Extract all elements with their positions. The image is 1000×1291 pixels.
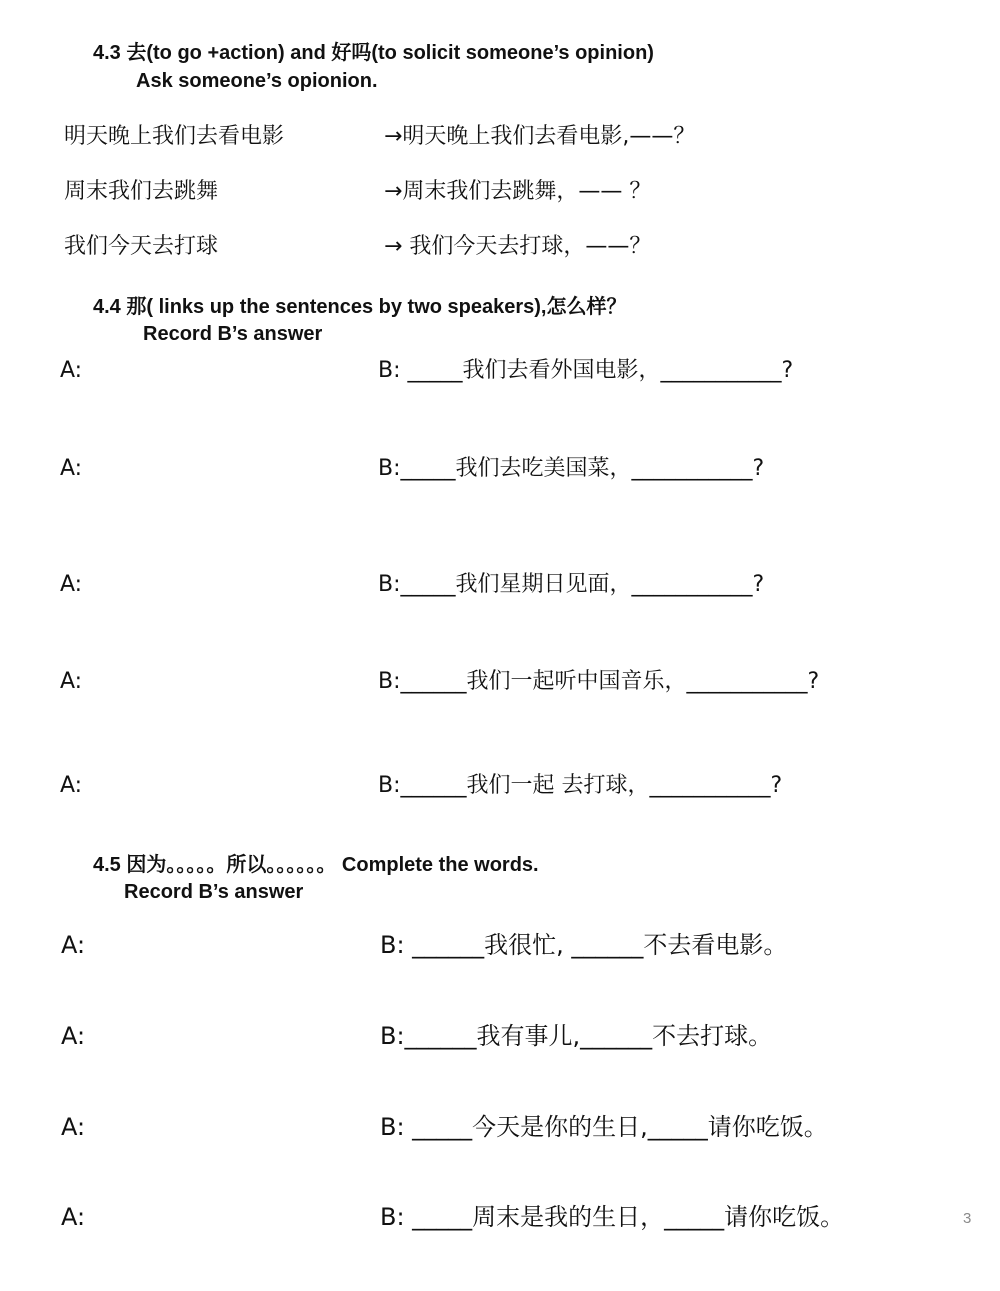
s45-row-1-speaker-a: A: bbox=[61, 931, 86, 959]
s43-row-3-prompt: 我们今天去打球 bbox=[64, 234, 219, 259]
s45-row-2-speaker-a: A: bbox=[61, 1022, 86, 1050]
s43-row-1-prompt: 明天晚上我们去看电影 bbox=[64, 124, 285, 149]
s43-row-2-prompt: 周末我们去跳舞 bbox=[64, 179, 219, 204]
section-4-4-heading: 4.4 那( links up the sentences by two speakers),怎么样？ bbox=[93, 296, 627, 318]
s45-row-1-speaker-b: B: ______我很忙, ______不去看电影。 bbox=[380, 931, 788, 959]
s45-row-3-speaker-a: A: bbox=[61, 1113, 86, 1141]
s45-row-4-speaker-a: A: bbox=[61, 1203, 86, 1231]
s44-row-3-speaker-a: A: bbox=[60, 572, 83, 597]
s44-row-5-speaker-b: B:______我们一起 去打球，___________? bbox=[378, 773, 783, 798]
s44-row-4-speaker-a: A: bbox=[60, 669, 83, 694]
s44-row-4-speaker-b: B:______我们一起听中国音乐，___________? bbox=[378, 669, 820, 694]
section-4-4-subheading: Record B’s answer bbox=[143, 323, 323, 345]
s44-row-5-speaker-a: A: bbox=[60, 773, 83, 798]
section-4-5-subheading: Record B’s answer bbox=[124, 881, 304, 903]
s44-row-2-speaker-b: B:_____我们去吃美国菜，___________? bbox=[378, 456, 765, 481]
s44-row-3-speaker-b: B:_____我们星期日见面，___________? bbox=[378, 572, 765, 597]
page-number: 3 bbox=[963, 1210, 972, 1227]
s43-row-3-answer: → 我们今天去打球，——？ bbox=[384, 234, 652, 259]
section-4-3-subheading: Ask someone’s opionion. bbox=[136, 70, 378, 92]
section-4-3-heading: 4.3 去(to go +action) and 好吗(to solicit someone’s opinion) bbox=[93, 42, 654, 64]
s43-row-2-answer: →周末我们去跳舞，—— ？ bbox=[384, 179, 652, 204]
s45-row-3-speaker-b: B: _____今天是你的生日,_____请你吃饭。 bbox=[380, 1113, 828, 1141]
s45-row-4-speaker-b: B: _____周末是我的生日，_____请你吃饭。 bbox=[380, 1203, 845, 1231]
s45-row-2-speaker-b: B:______我有事儿,______不去打球。 bbox=[380, 1022, 773, 1050]
s43-row-1-answer: →明天晚上我们去看电影,——？ bbox=[384, 124, 696, 149]
s44-row-1-speaker-a: A: bbox=[60, 358, 83, 383]
s44-row-2-speaker-a: A: bbox=[60, 456, 83, 481]
s44-row-1-speaker-b: B: _____我们去看外国电影，___________? bbox=[378, 358, 794, 383]
section-4-5-heading: 4.5 因为。。。。。所以。。。。。。 Complete the words. bbox=[93, 854, 539, 876]
